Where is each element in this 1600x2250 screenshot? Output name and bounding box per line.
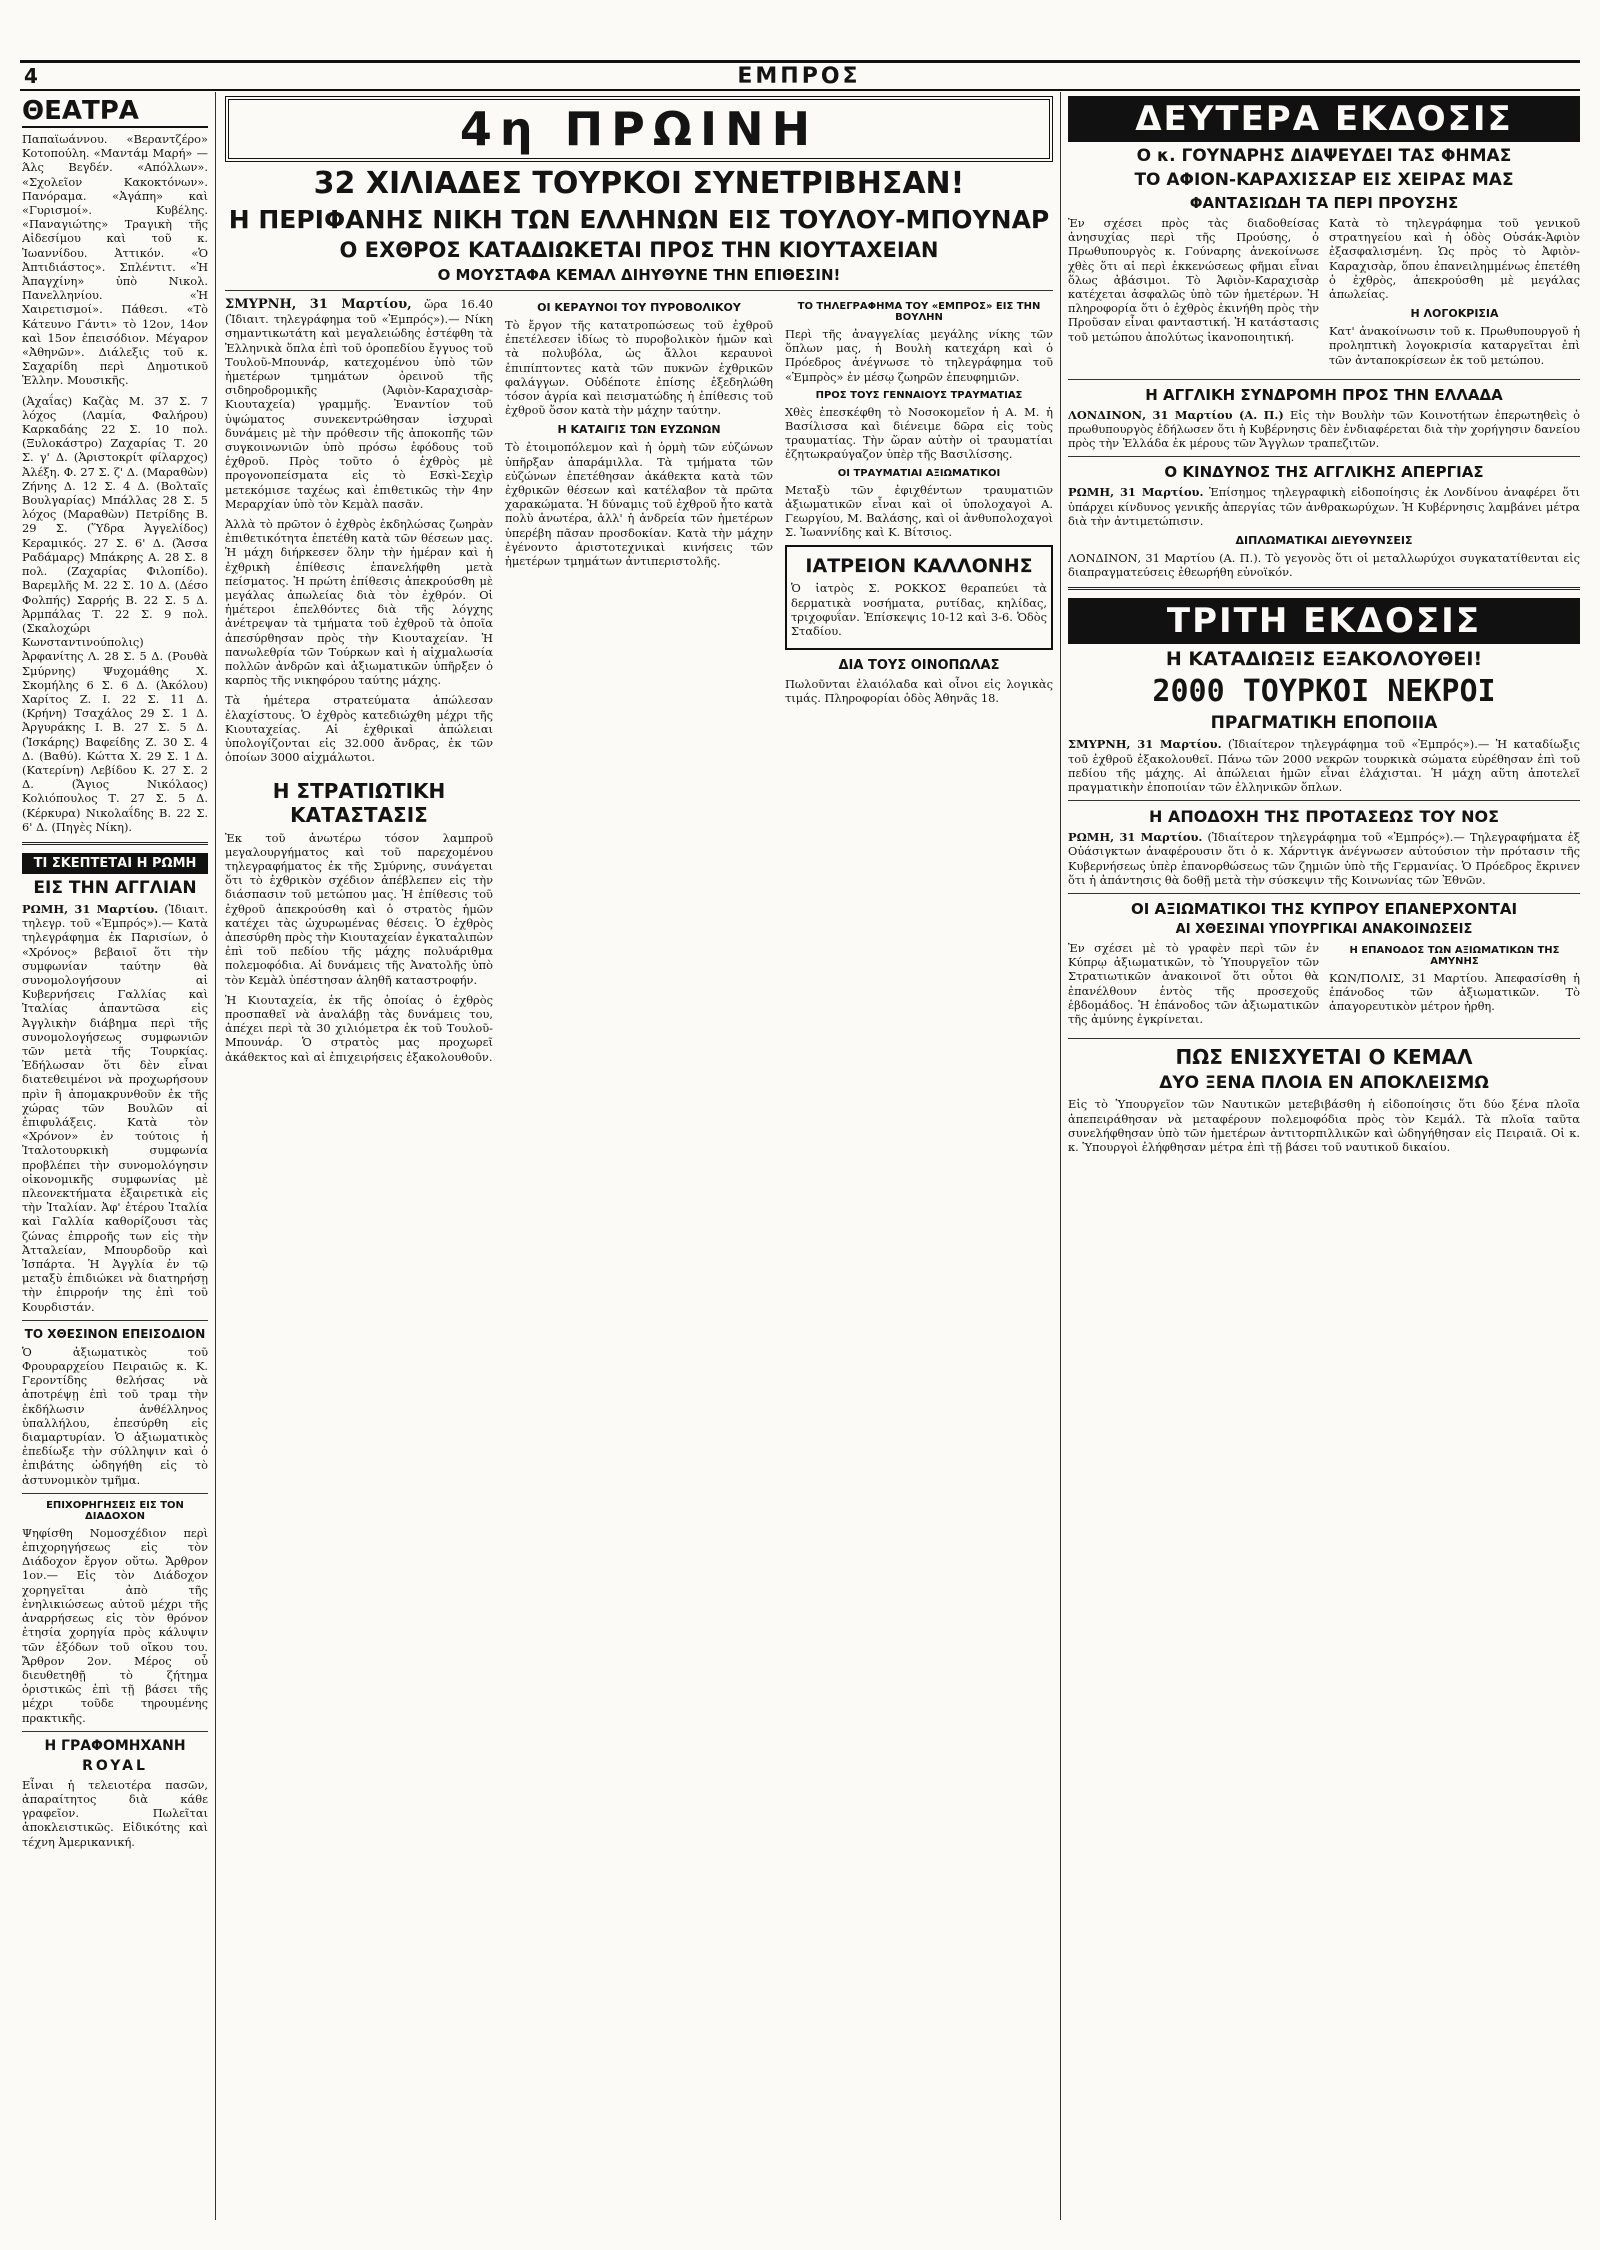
return-title: Η ΕΠΑΝΟΔΟΣ ΤΩΝ ΑΞΙΩΜΑΤΙΚΩΝ ΤΗΣ ΑΜΥΝΗΣ [1349,945,1560,968]
clinic-title: ΙΑΤΡΕΙΟΝ ΚΑΛΛΟΝΗΣ [805,555,1033,578]
left-column [22,92,208,2220]
officers-text: Μεταξὺ τῶν ἐφιχθέντων τραυματιῶν ἀξιωματικῶν εἶναι καὶ οἱ ὑπολοχαγοὶ Α. Γεωργίου, Μ. Βαλάσης, καὶ οἱ ἀνθυπολοχαγοὶ Σ. Ἰωαννίδης καὶ Κ. Βίτσιος. [785,482,1053,540]
successors-title: ΕΠΙΧΟΡΗΓΗΣΕΙΣ ΕΙΣ ΤΟΝ ΔΙΑΔΟΧΟΝ [46,1499,184,1522]
incident-text: Ὁ ἀξιωματικὸς τοῦ Φρουραρχείου Πειραιῶς κ. Κ. Γεροντίδης θελήσας νὰ ἀποτρέψῃ ἐπὶ τοῦ τραμ τὴν ἐκδήλωσιν ἀνθέλληνος ὑπαλλήλου, ἐπεσύρθη εἰς διαμαρτυρίαν. Ὁ ἀξιωματικὸς ἐπεδίωξε τὴν σύλληψιν καὶ ὁ ἐπιβάτης ὡδηγήθη εἰς τὸ ἀστυνομικὸν τμῆμα. [22,1344,208,1487]
third-h1: Η ΚΑΤΑΔΙΩΞΙΣ ΕΞΑΚΟΛΟΥΘΕΙ! [1165,648,1483,671]
telegram-title: ΤΟ ΤΗΛΕΓΡΑΦΗΜΑ ΤΟΥ «ΕΜΠΡΟΣ» ΕΙΣ ΤΗΝ ΒΟΥΛΗΝ [797,301,1041,323]
england-subtitle: ΕΙΣ ΤΗΝ ΑΓΓΛΙΑΝ [33,877,197,898]
second-edition-title: ΔΕΥΤΕΡΑ ΕΚΔΟΣΙΣ [1068,96,1580,142]
wounded-title: ΠΡΟΣ ΤΟΥΣ ΓΕΝΝΑΙΟΥΣ ΤΡΑΥΜΑΤΙΑΣ [815,389,1023,401]
main-section [225,92,1053,2220]
edition-title: 4η ΠΡΩΙΝΗ [225,96,1053,162]
kemal-text: Εἰς τὸ Ὑπουργεῖον τῶν Ναυτικῶν μετεβιβάσθη ἡ εἰδοποίησις ὅτι δύο ξένα πλοῖα ἀπεπειράθησαν νὰ μεταφέρουν πολεμοφόδια πρὸς τὸν Κεμάλ. Τὰ πλοῖα ταῦτα συνελήφθησαν ὑπὸ τῶν ἡμετέρων ἀντιτορπιλλικῶν καὶ ὡδηγήθησαν εἰς Πειραιᾶ. Οἱ κ. κ. Ὑπουργοὶ ἐλήφθησαν μέτρα ἐπὶ τῇ βάσει τοῦ ναυτικοῦ δικαίου. [1068,1097,1580,1154]
headline-3: Ο ΕΧΘΡΟΣ ΚΑΤΑΔΙΩΚΕΤΑΙ ΠΡΟΣ ΤΗΝ ΚΙΟΥΤΑΧΕΙΑΝ [339,238,939,262]
theatres-text: Παπαϊωάννου. «Βεραντζέρο» Κοτοπούλη. «Μαντάμ Μαρή» — Άλς Βεγδέν. «Απόλλων». «Σχολεῖον Κακοκτόνων». Πανόραμα. «Ἀγάπη» καὶ «Γυρισμοί». Κυβέλης. «Παναγιώτης» Τραγικὴ τῆς Αἰδεσίμου καὶ τοῦ κ. Ἰωαννίδου. Ἀττικόν. «Ὁ Ἀπτιδιάστος». Σπλέντιτ. «Ἡ Ἀπαγχίνη» ὑπὸ Νικολ. Πανελληνίου. «Ἡ Χαιρετισμοί». Πάθεσι. «Τὸ Κάτευνο Γάντι» τὸ 12ον, 14ον καὶ 15ον ἐπεισόδιον. Μέγαρον «Ἀθηνῶν». Διάλεξις τοῦ κ. Σαχαρίδη περὶ Δημοτικοῦ Ἑλλην. Μουσικῆς. [22,132,208,388]
agreement-date: ΛΟΝΔΙΝΟΝ, 31 Μαρτίου (Α. Π.) [1068,407,1284,422]
return-text: ΚΩΝ/ΠΟΛΙΣ, 31 Μαρτίου. Ἀπεφασίσθη ἡ ἐπάνοδος τῶν ἀξιωματικῶν. Τὸ ἀπαγορευτικὸν μέτρον ἠρθη. [1329,971,1580,1014]
second-columns [1068,216,1580,373]
separator [22,842,208,845]
headline-1: 32 ΧΙΛΙΑΔΕΣ ΤΟΥΡΚΟΙ ΣΥΝΕΤΡΙΒΗΣΑΝ! [313,166,965,201]
cyprus-officers-text: Ἐν σχέσει μὲ τὸ γραφὲν περὶ τῶν ἐν Κύπρῳ ἀξιωματικῶν, τὸ Ὑπουργεῖον τῶν Στρατιωτικῶν ἀνακοινοῖ ὅτι οὗτοι θὰ ἐπανέλθουν ἐντὸς τῆς προσεχοῦς ἑβδομάδος. Ἡ ἐπάνοδος τῶν ἀξιωματικῶν τῆς ἀμύνης ἐγκρίνεται. [1068,941,1319,1027]
kemal-title: ΠΩΣ ΕΝΙΣΧΥΕΤΑΙ Ο ΚΕΜΑΛ [1175,1045,1473,1070]
strike-date: ΡΩΜΗ, 31 Μαρτίου. [1068,485,1204,500]
main-columns [225,297,1053,1070]
wounded-text: Χθὲς ἐπεσκέφθη τὸ Νοσοκομεῖον ἡ Α. Μ. ἡ Βασίλισσα καὶ διένειμε δῶρα εἰς τοὺς τραυματίας. Τὴν ὥραν αὐτὴν οἱ τραυματίαι ἐζητωκραύγαζον ὑπὲρ τῆς Βασιλίσσης. [785,404,1053,462]
third-text: (Ἰδιαίτερον τηλεγράφημα τοῦ «Ἐμπρός»).— Ἡ καταδίωξις τοῦ ἐχθροῦ ἐξακολουθεῖ. Πάνω τῶν 2000 νεκρῶν τουρκικὰ σώματα εὑρέθησαν ἐπὶ τοῦ πεδίου τῆς μάχης. Αἱ ἀπώλειαι ἡμῶν εἶναι ἐλάχισται. Ἡ μάχη αὕτη ἀποτελεῖ πραγματικὴν ἐποποιίαν τῶν ἑλληνικῶν ὅπλων. [1068,737,1580,795]
strike-title: Ο ΚΙΝΔΥΝΟΣ ΤΗΣ ΑΓΓΛΙΚΗΣ ΑΠΕΡΓΙΑΣ [1164,463,1484,482]
telegram-text: Περὶ τῆς ἀναγγελίας μεγάλης νίκης τῶν ὅπλων μας, ἡ Βουλὴ κατεχάρη καὶ ὁ Πρόεδρος ἀνέγνωσε τὸ τηλεγράφημα τοῦ «Ἐμπρὸς» ἐν μέσῳ ζωηρῶν ἐπευφημιῶν. [785,327,1053,384]
england-title: ΤΙ ΣΚΕΠΤΕΤΑΙ Η ΡΩΜΗ [22,853,208,874]
second-text-2: Κατὰ τὸ τηλεγράφημα τοῦ γενικοῦ στρατηγείου καὶ ἡ ὁδὸς Οὐσάκ-Ἀφιὸν ἐξασφαλισμένη. Ὡς πρὸς τὸ Ἀφιὸν-Καραχισὰρ, ὅπου ἐπανειλημμένως ἐπετέθη ὁ ἐχθρὸς, ἀπεκρούσθη μὲ μεγάλας ἀπωλείας. [1329,216,1580,302]
third-edition-title: ΤΡΙΤΗ ΕΚΔΟΣΙΣ [1068,598,1580,644]
proposal-title: Η ΑΠΟΔΟΧΗ ΤΗΣ ΠΡΟΤΑΣΕΩΣ ΤΟΥ ΝΟΣ [1149,807,1499,827]
second-h3: ΦΑΝΤΑΣΙΩΔΗ ΤΑ ΠΕΡΙ ΠΡΟΥΣΗΣ [1189,194,1459,212]
wine-text: Πωλοῦνται ἐλαιόλαδα καὶ οἶνοι εἰς λογικὰς τιμάς. Πληροφορίαι ὁδὸς Ἀθηνᾶς 18. [785,677,1053,706]
second-text: Ἐν σχέσει πρὸς τὰς διαδοθείσας ἀνησυχίας περὶ τῆς Προύσης, ὁ Πρωθυπουργὸς κ. Γούναρης ἀνεκοίνωσε χθὲς ὅτι αἱ περὶ ἐκκενώσεως φῆμαι εἶναι ὅλως ἀβάσιμοι. Τὸ Ἀφιὸν-Καραχισὰρ κατέχεται ἀσφαλῶς ὑπὸ τῶν ἡμετέρων. Ἡ πληροφορία ὅτι ὁ ἐχθρὸς ἐκινήθη πρὸς τὴν Προῦσαν εἶναι φανταστική. Ἡ κατάστασις τοῦ μετώπου ἀπολύτως ἰκανοποιητική. [1068,216,1319,344]
second-h1: Ο κ. ΓΟΥΝΑΡΗΣ ΔΙΑΨΕΥΔΕΙ ΤΑΣ ΦΗΜΑΣ [1136,146,1512,166]
masthead [20,60,1580,91]
column-rule [215,92,216,2220]
proposal-dateline: ΡΩΜΗ, 31 Μαρτίου. [1068,830,1203,845]
officers-title: ΟΙ ΤΡΑΥΜΑΤΙΑΙ ΑΞΙΩΜΑΤΙΚΟΙ [837,467,1001,479]
separator [1068,893,1580,894]
cyprus-officers-h2: ΑΙ ΧΘΕΣΙΝΑΙ ΥΠΟΥΡΓΙΚΑΙ ΑΝΑΚΟΙΝΩΣΕΙΣ [1175,922,1473,938]
right-section [1068,92,1580,2220]
second-h2: ΤΟ ΑΦΙΟΝ-ΚΑΡΑΧΙΣΣΑΡ ΕΙΣ ΧΕΙΡΑΣ ΜΑΣ [1134,170,1514,190]
headline-4: Ο ΜΟΥΣΤΑΦΑ ΚΕΜΑΛ ΔΙΗΥΘΥΝΕ ΤΗΝ ΕΠΙΘΕΣΙΝ! [437,266,841,284]
separator [1068,379,1580,380]
main-col-b [505,297,773,1070]
kerauno-title: ΟΙ ΚΕΡΑΥΝΟΙ ΤΟΥ ΠΥΡΟΒΟΛΙΚΟΥ [537,301,741,314]
cyprus-columns [1068,941,1580,1032]
separator [1068,587,1580,590]
censor-text: Κατ' ἀνακοίνωσιν τοῦ κ. Πρωθυπουργοῦ ἡ προληπτικὴ λογοκρισία καταργεῖται ἐπὶ τῶν ἀνταποκρίσεων ἐκ τοῦ μετώπου. [1329,324,1580,367]
page-number: 4 [24,64,38,88]
evzones-text: Τὸ ἐτοιμοπόλεμον καὶ ἡ ὁρμὴ τῶν εὐζώνων ὑπῆρξαν ἀπαράμιλλα. Τὰ τμήματα τῶν εὐζώνων ἐπετέθησαν ἀκάθεκτα κατὰ τῶν ἐχθρικῶν θέσεων καὶ κατέλαβον τὰ πρῶτα χαρακώματα. Ἡ δύναμις τοῦ ἐχθροῦ ἦτο κατὰ πολὺ ἀνωτέρα, ἀλλ' ἡ ἀνδρεία τῶν ἡμετέρων ὑπερέβη πᾶσαν προσδοκίαν. Κατὰ τὴν μάχην ἐγένοντο ἀριστοτεχνικαὶ κινήσεις τῶν ἡμετέρων τμημάτων ἀντιπεριστολῆς. [505,440,773,569]
agreement-text: Εἰς τὴν Βουλὴν τῶν Κοινοτήτων ἐπερωτηθεὶς ὁ πρωθυπουργὸς ἐδήλωσεν ὅτι ἡ Κυβέρνησις δὲν ἐνδιαφέρεται διὰ τὴν χορήγησιν δανείου πρὸς τὴν Ἑλλάδα ἐκ μέρους τῶν Ἄγγλων τραπεζιτῶν. [1068,407,1580,451]
third-h3: ΠΡΑΓΜΑΤΙΚΗ ΕΠΟΠΟΙΙΑ [1210,713,1438,734]
separator [22,1731,208,1732]
main-text-b: Ἀλλὰ τὸ πρῶτον ὁ ἐχθρὸς ἐκδηλώσας ζωηρὰν ἐπιθετικότητα ἐπετέθη κατὰ τῶν θέσεων μας. Ἡ μάχη διήρκεσεν ὅλην τὴν ἡμέραν καὶ ἡ ἐχθρικὴ ἐπίθεσις ἐπανελήφθη μετὰ πείσματος. Ἡ πρώτη ἐπίθεσις ἀπεκρούσθη μὲ μεγάλας ἀπωλείας διὰ τὸν ἐχθρόν. Οἱ ἡμέτεροι ἐπελθόντες διὰ τῆς λόγχης ἀνέτρεψαν τὰ τμήματα τοῦ ἐχθροῦ τὰ ὁποῖα ἀπεσύρθησαν πρὸς τὴν Κιουταχείαν. Ἡ πανωλεθρία τῶν Τούρκων καὶ ἡ αἰχμαλωσία πολλῶν ἀνδρῶν καὶ ἀξιωματικῶν ὑπῆρξεν ὁ καρπὸς τῆς νικηφόρου ταύτης μάχης. [225,517,493,688]
clinic-text: Ὁ ἰατρὸς Σ. ΡΟΚΚΟΣ θεραπεύει τὰ δερματικὰ νοσήματα, ρυτίδας, κηλίδας, τριχοφυΐαν. Ἐπίσκεψις 10-12 καὶ 3-6. Ὁδὸς Σταδίου. [791,581,1047,639]
third-dateline: ΣΜΥΡΝΗ, 31 Μαρτίου. [1068,737,1222,752]
england-dateline: ΡΩΜΗ, 31 Μαρτίου. [22,901,159,916]
clinic-ad [785,545,1053,650]
cyprus-officers-title: ΟΙ ΑΞΙΩΜΑΤΙΚΟΙ ΤΗΣ ΚΥΠΡΟΥ ΕΠΑΝΕΡΧΟΝΤΑΙ [1130,900,1518,919]
successors-text: Ψηφίσθη Νομοσχέδιον περὶ ἐπιχορηγήσεως εἰς τὸν Διάδοχον ἔργον οὕτω. Ἄρθρον 1ον.— Εἰς τὸν Διάδοχον χορηγεῖται ἀπὸ τῆς ἐνηλικιώσεως αὐτοῦ μέχρι τῆς ἀναρρήσεως εἰς τὸν θρόνον ἐτησία χορηγία πρὸς κάλυψιν τῶν ἐξόδων τοῦ οἴκου του. Ἄρθρον 2ον. Μέρος οὗ διευθετηθῇ τὸ ζήτημα ὁριστικῶς ἐπὶ τῇ βάσει τῆς μέχρι τοῦδε τηρουμένης πρακτικῆς. [22,1525,208,1725]
separator [22,1320,208,1321]
military-text-2: Ἡ Κιουταχεία, ἐκ τῆς ὁποίας ὁ ἐχθρὸς προσπαθεῖ νὰ ἀναλάβῃ τὰς δυνάμεις του, ἀπέχει περὶ τὰ 30 χιλιόμετρα ἐκ τοῦ Τουλοῦ-Μπουνάρ. Ὁ στρατὸς μας προχωρεῖ ἀκάθεκτος καὶ αἱ ἐπιχειρήσεις ἐξακολουθοῦν. [225,992,493,1064]
headline-2: Η ΠΕΡΙΦΑΝΗΣ ΝΙΚΗ ΤΩΝ ΕΛΛΗΝΩΝ ΕΙΣ ΤΟΥΛΟΥ-ΜΠΟΥΝΑΡ [228,205,1050,234]
main-dateline: ΣΜΥΡΝΗ, 31 Μαρτίου, [225,297,412,312]
separator [1068,800,1580,801]
separator [1068,456,1580,457]
censor-title: Η ΛΟΓΟΚΡΙΣΙΑ [1410,307,1499,321]
main-col-a [225,297,493,1070]
theatres-title: ΘΕΑΤΡΑ [22,96,208,128]
column-rule [1060,92,1061,2220]
incident-title: ΤΟ ΧΘΕΣΙΝΟΝ ΕΠΕΙΣΟΔΙΟΝ [24,1326,206,1341]
main-col-c [785,297,1053,1070]
wine-title: ΔΙΑ ΤΟΥΣ ΟΙΝΟΠΩΛΑΣ [838,658,1000,674]
military-title: Η ΣΤΡΑΤΙΩΤΙΚΗ ΚΑΤΑΣΤΑΣΙΣ [272,778,446,827]
military-text: Ἐκ τοῦ ἀνωτέρω τόσον λαμπροῦ μεγαλουργήματος καὶ τοῦ παρεχομένου τηλεγραφήματος ἐκ τῆς Σμύρνης, συνάγεται ὅτι τὸ ἐχθρικὸν σχέδιον ἀπέβλεπεν εἰς τὴν διάσπασιν τοῦ μετώπου μας. Ἡ ἐπίθεσις τοῦ ἐχθροῦ ἀπεκρούσθη καὶ ὁ στρατὸς ἡμῶν κατέχει τὰς ὠχυρωμένας θέσεις. Ὁ ἐχθρὸς ἀπεσύρθη πρὸς τὴν Κιουταχείαν ἐγκαταλιπὼν ἐπὶ τοῦ πεδίου τῆς μάχης πολυάριθμα πολεμοφόδια. Αἱ δυνάμεις τῆς Ἀνατολῆς ὑπὸ τὸν Κεμὰλ ὑπέστησαν ἀληθῆ καταστροφήν. [225,830,493,987]
theatres-more: (Ἀχαΐας) Καζὰς Μ. 37 Σ. 7 λόχος (Λαμία, Φαλήρου) Καρκαδάης 22 Σ. 10 πολ. (Ξυλοκάστρο) Ζαχαρίας Τ. 20 Σ. γ' Δ. (Ἀριστοκρίτ φίλαρχος) Ἀλέξη. Φ. 27 Σ. ζ' Δ. (Μαραθὼν) Ζήνης Δ. 12 Σ. 4 Δ. (Βολταῖς Βουλγαρίας) Μπάλλας 28 Σ. 5 λόχος (Μαραθὼν) Πετρίδης Β. 29 Σ. (Ὕδρα Ἀγγελίδος) Κεραμικός. 27 Σ. 6' Δ. (Ἄσσα Ραδάμαρς) Μπάκρης Α. 28 Σ. 8 πολ. (Ζαχαρίας Φιλοπίδο). Βαρεμλῆς Μ. 22 Σ. 10 Δ. (Δέσο Φολπής) Σαρρής Β. 22 Σ. 5 Δ. Ἀρμπάλας Τ. 22 Σ. 9 πολ. (Σκαλοχώρι Κωνσταντινούπολις) Ἀρφανίτης Λ. 28 Σ. 5 Δ. (Ρουθὰ Σμύρνης) Ψυχομάθης Χ. Σκομήλης 6 Σ. 6 Δ. (Ἀκόλου) Χαρίτος Ζ. Ι. 22 Σ. 11 Δ. (Κρήνη) Τσαχάλος 29 Σ. 1 Δ. Ἀργυράκης Ι. Β. 27 Σ. 5 Δ. (Ἰσκάρης) Βαφείδης Ζ. 30 Σ. 4 Δ. (Βαθύ). Κώττα Χ. 29 Σ. 1 Δ. (Κατερίνη) Λεβίδου Κ. 27 Σ. 2 Δ. (Ἄγιος Νικόλαος) Κολιόπουλος Τ. 27 Σ. 5 Δ. (Κέρκυρα) Νικολαΐδης Β. 22 Σ. 6' Δ. (Πηγὲς Νίκη). [22,393,208,834]
main-text-a: ὥρα 16.40 (Ἰδιαιτ. τηλεγράφημα τοῦ «Ἐμπρός»).— Νίκη σημαντικωτάτη καὶ μεγαλειώδης ἐστέφθη τὰ Ἑλληνικὰ ὅπλα ἐπὶ τοῦ ὁροπεδίου ἔγγυος τοῦ Τουλοῦ-Μπουνάρ, κατεχομένου ὑπὸ τῶν ἡμετέρων τμημάτων ὀρεινοῦ τῆς σιδηροδρομικῆς (Ἀφιὸν-Καραχισὰρ-Κιουταχεία) γραμμῆς. Ἐναντίον τοῦ ὑψώματος συνεκεντρώθησαν ἰσχυραὶ δυνάμεις μὲ τὴν πρόθεσιν τῆς ἀποκοπῆς τῶν συγκοινωνιῶν ὑπὸ πρόσω ἐφόδους τοῦ ἐχθροῦ. Πρὸς τοῦτο ὁ ἐχθρὸς μὲ προγονοπείσματα εἰς τὸ Εσκὶ-Σεχὶρ μετεκόμισε ταχέως καὶ ἐπιθετικῶς τὴν 4ην Μεραρχίαν ὑπὸ τὸν Κεμὰλ πασᾶν. [225,297,493,511]
separator [22,1493,208,1494]
diplomatic-title: ΔΙΠΛΩΜΑΤΙΚΑΙ ΔΙΕΥΘΥΝΣΕΙΣ [1235,534,1413,548]
separator [225,290,1053,291]
kerauno-text: Τὸ ἔργον τῆς κατατροπώσεως τοῦ ἐχθροῦ ἐπετέλεσεν ἰδίως τὸ πυροβολικὸν ἡμῶν καὶ τὰ πολυβόλα, ὡς ἄλλοι κεραυνοὶ ἐπιπίπτοντες κατὰ τῶν πυκνῶν ἐχθρικῶν φαλάγγων. Οὐδέποτε ἐπίσης ἐξεδηλώθη τόσον ἀγρία καὶ πεισματώδης ἡ ἐπίθεσις τοῦ ἐχθροῦ ὅσον κατὰ τὴν μάχην ταύτην. [505,318,773,418]
proposal-text: (Ἰδιαίτερον τηλεγράφημα τοῦ «Ἐμπρός»).— Τηλεγραφήματα ἐξ Οὐάσιγκτων ἀναφέρουσιν ὅτι ὁ κ. Χάρντιγκ ἀνέγνωσεν αὐτούσιον τὴν πρότασιν τῆς Κυβερνήσεως ὑπὲρ ἐπανορθώσεως τῶν ζημιῶν ὑπὸ τῆς Γερμανίας. Ὁ Πρόεδρος ἔκρινεν ὅτι ἡ ἀπάντησις θὰ δοθῇ μετὰ τὴν σύσκεψιν τῆς Κοινωνίας τῶν Ἐθνῶν. [1068,830,1580,887]
england-text: (Ἰδιαιτ. τηλεγρ. τοῦ «Ἐμπρός»).— Κατὰ τηλεγράφημα ἐκ Παρισίων, ὁ «Χρόνος» βεβαιοῖ ὅτι τὴν συμφωνίαν ταύτην θὰ συνομολογήσουν αἱ Κυβερνήσεις Γαλλίας καὶ Ἰταλίας ἀπαντῶσα εἰς Ἀγγλικὴν διάβημα περὶ τῆς συνομολογήσεως συμφωνιῶν τῶν μετὰ τῆς Τουρκίας. Ἐδήλωσαν ὅτι δὲν εἶναι διατεθειμένοι νὰ προχωρήσουν πρὶν ἢ ἀπομακρυνθοῦν ἐκ τῆς χώρας τῶν Βουλῶν αἱ ἐπιφυλάξεις. Κατὰ τὸν «Χρόνον» ἐν τούτοις ἡ Ἰταλοτουρκικὴ συμφωνία προβλέπει τὴν συνομολόγησιν οἰκονομικῆς συμφωνίας μὲ πλεονεκτήματα ἐξαιρετικὰ εἰς τὴν Ἰταλίαν. Ἀφ' ἑτέρου Ἰταλία καὶ Γαλλία καθορίζουσι τὰς ζώνας ἐπιρροῆς των εἰς τὴν Ἀτταλείαν, Μπουρδοῦρ καὶ Ἰσπάρτα. Ἡ Ἀγγλία ἐν τῷ μεταξὺ ἐπιδιώκει νὰ διατηρήσῃ τὴν ἐπιρροήν της ἐπὶ τοῦ Κουρδιστάν. [22,901,208,1314]
separator [1068,1038,1580,1039]
typewriter-text: Εἶναι ἡ τελειοτέρα πασῶν, ἀπαραίτητος διὰ κάθε γραφεῖον. Πωλεῖται ἀποκλειστικῶς. Εἰδικότης καὶ τέχνη Ἀμερικανική. [22,1777,208,1849]
evzones-title: Η ΚΑΤΑΙΓΙΣ ΤΩΝ ΕΥΖΩΝΩΝ [557,423,721,437]
main-text-c: Τὰ ἡμέτερα στρατεύματα ἀπώλεσαν ἐλαχίστους. Ὁ ἐχθρὸς κατεδιώχθη μέχρι τῆς Κιουταχείας. Αἱ ἐχθρικαὶ ἀπώλειαι ὑπολογίζονται εἰς 32.000 ἄνδρας, ἐκ τῶν ὁποίων 3000 αἰχμάλωτοι. [225,693,493,765]
typewriter-title: Η ΓΡΑΦΟΜΗΧΑΝΗ [44,1737,186,1754]
paper-name: ΕΜΠΡΟΣ [737,63,861,89]
diplomatic-text: ΛΟΝΔΙΝΟΝ, 31 Μαρτίου (Α. Π.). Τὸ γεγονὸς ὅτι οἱ μεταλλωρύχοι συγκατατίθενται εἰς διαπραγματεύσεις ἐθεωρήθη εὐνοϊκόν. [1068,551,1580,580]
strike-text: Ἐπίσημος τηλεγραφικὴ εἰδοποίησις ἐκ Λονδίνου ἀναφέρει ὅτι ὑπάρχει κίνδυνος γενικῆς ἀπεργίας τῶν ἀνθρακωρύχων. Ἡ Κυβέρνησις λαμβάνει μέτρα διὰ τὴν ἀντιμετώπισιν. [1068,485,1580,528]
agreement-title: Η ΑΓΓΛΙΚΗ ΣΥΝΔΡΟΜΗ ΠΡΟΣ ΤΗΝ ΕΛΛΑΔΑ [1145,385,1503,404]
kemal-h2: ΔΥΟ ΞΕΝΑ ΠΛΟΙΑ ΕΝ ΑΠΟΚΛΕΙΣΜΩ [1159,1073,1489,1094]
third-h2: 2000 ΤΟΥΡΚΟΙ ΝΕΚΡΟΙ [1152,674,1496,710]
typewriter-brand: ROYAL [82,1757,148,1774]
